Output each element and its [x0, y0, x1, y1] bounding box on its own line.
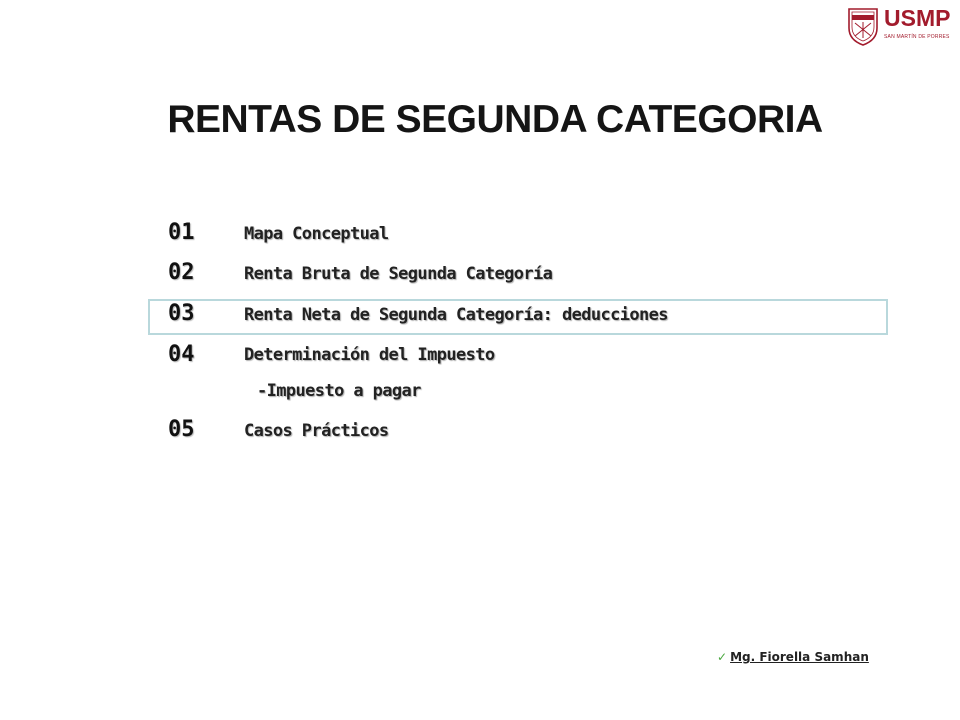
agenda-item [0, 342, 960, 382]
agenda-number: 03 [168, 301, 195, 326]
logo-subtitle: SAN MARTÍN DE PORRES [884, 34, 950, 40]
author-credit [717, 650, 869, 664]
agenda-number: 05 [168, 417, 195, 442]
agenda-label: Casos Prácticos [244, 421, 389, 441]
agenda-number: 04 [168, 342, 195, 367]
agenda-label: Mapa Conceptual [244, 224, 389, 244]
agenda-item [0, 417, 960, 457]
page-title: RENTAS DE SEGUNDA CATEGORIA [167, 98, 823, 141]
author-name: Mg. Fiorella Samhan [730, 650, 869, 664]
agenda-subitem [0, 379, 960, 419]
agenda-number: 02 [168, 260, 195, 285]
agenda-sublabel: -Impuesto a pagar [257, 381, 421, 401]
agenda-number: 01 [168, 220, 195, 245]
agenda-item [0, 301, 960, 341]
agenda-item [0, 260, 960, 300]
agenda-label: Renta Neta de Segunda Categoría: deducciones [244, 305, 668, 325]
checkmark-icon: ✓ [717, 650, 728, 664]
agenda-label: Renta Bruta de Segunda Categoría [244, 264, 553, 284]
agenda-item [0, 220, 960, 260]
agenda-label: Determinación del Impuesto [244, 345, 495, 365]
logo-name: USMP [884, 5, 951, 31]
